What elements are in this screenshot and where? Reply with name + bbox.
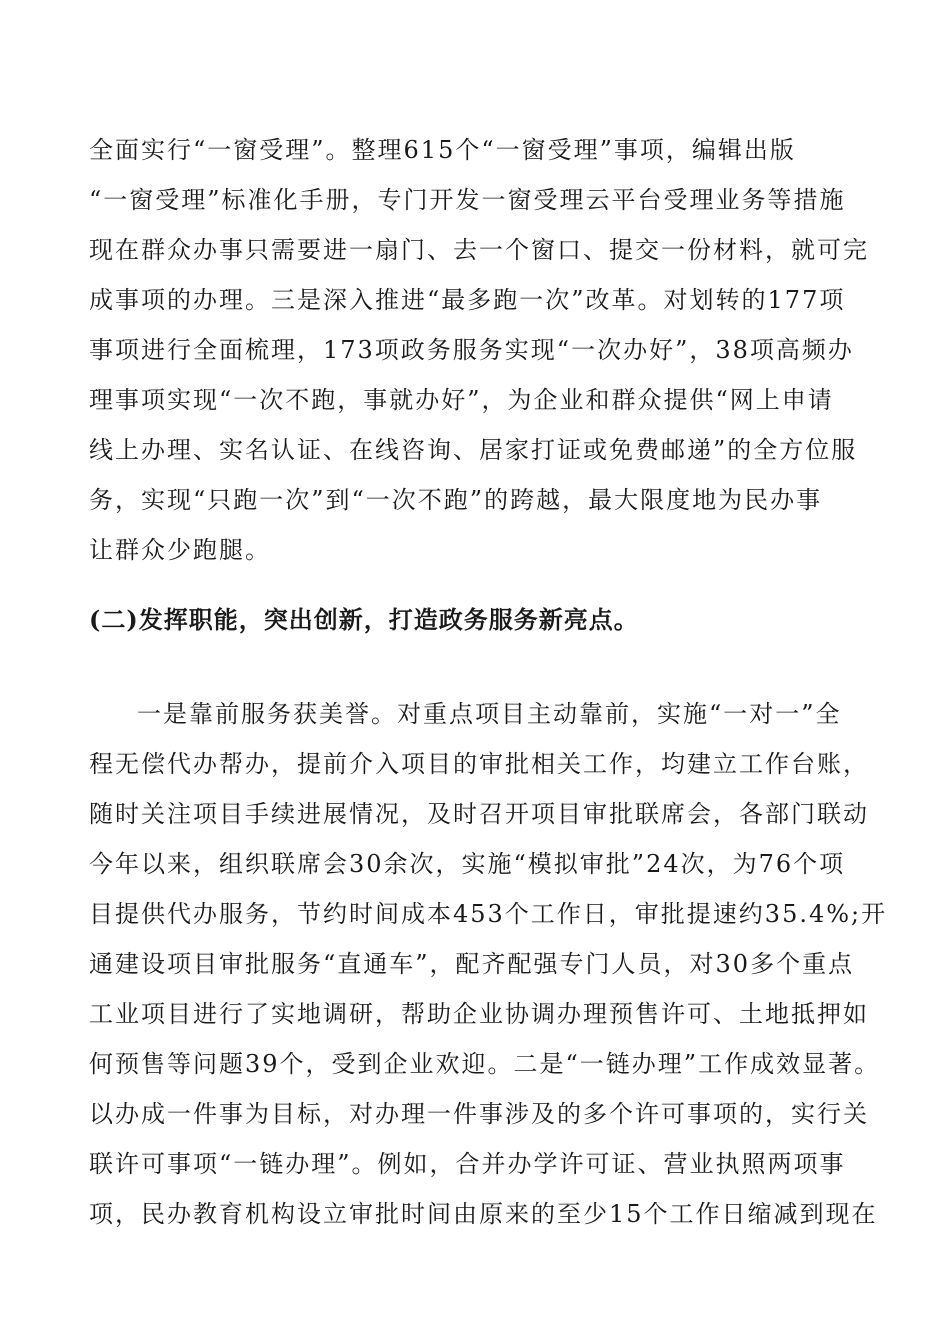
paragraph-2-line-9: 以办成一件事为目标，对办理一件事涉及的多个许可事项的，实行关 (89, 1100, 869, 1128)
paragraph-2-line-3: 随时关注项目手续进展情况，及时召开项目审批联席会，各部门联动 (89, 800, 869, 828)
paragraph-1-line-2: “一窗受理”标准化手册，专门开发一窗受理云平台受理业务等措施 (89, 186, 846, 214)
paragraph-1-line-8: 务，实现“只跑一次”到“一次不跑”的跨越，最大限度地为民办事 (89, 486, 823, 514)
paragraph-2-line-7: 工业项目进行了实地调研，帮助企业协调办理预售许可、土地抵押如 (89, 1000, 869, 1028)
paragraph-2-line-8: 何预售等问题39个，受到企业欢迎。二是“一链办理”工作成效显著。 (89, 1050, 881, 1078)
paragraph-2-line-2: 程无偿代办帮办，提前介入项目的审批相关工作，均建立工作台账， (89, 750, 869, 778)
paragraph-2-line-4: 今年以来，组织联席会30余次，实施“模拟审批”24次，为76个项 (89, 850, 846, 878)
section-heading: (二)发挥职能，突出创新，打造政务服务新亮点。 (89, 605, 639, 634)
paragraph-2-line-5: 目提供代办服务，节约时间成本453个工作日，审批提速约35.4%;开 (89, 900, 888, 928)
paragraph-1-line-1: 全面实行“一窗受理”。整理615个“一窗受理”事项，编辑出版 (89, 136, 796, 164)
paragraph-2-line-6: 通建设项目审批服务“直通车”，配齐配强专门人员，对30多个重点 (89, 950, 855, 978)
paragraph-1-line-7: 线上办理、实名认证、在线咨询、居家打证或免费邮递”的全方位服 (89, 436, 858, 464)
paragraph-2-line-1: 一是靠前服务获美誉。对重点项目主动靠前，实施“一对一”全 (137, 700, 842, 728)
paragraph-2-line-11: 项，民办教育机构设立审批时间由原来的至少15个工作日缩减到现在 (89, 1200, 878, 1228)
paragraph-1-line-3: 现在群众办事只需要进一扇门、去一个窗口、提交一份材料，就可完 (89, 236, 869, 264)
paragraph-2-line-10: 联许可事项“一链办理”。例如，合并办学许可证、营业执照两项事 (89, 1150, 846, 1178)
paragraph-1-line-9: 让群众少跑腿。 (89, 536, 271, 564)
paragraph-1-line-5: 事项进行全面梳理，173项政务服务实现“一次办好”，38项高频办 (89, 336, 854, 364)
paragraph-1-line-4: 成事项的办理。三是深入推进“最多跑一次”改革。对划转的177项 (89, 286, 846, 314)
paragraph-1-line-6: 理事项实现“一次不跑，事就办好”，为企业和群众提供“网上申请 (89, 386, 834, 414)
